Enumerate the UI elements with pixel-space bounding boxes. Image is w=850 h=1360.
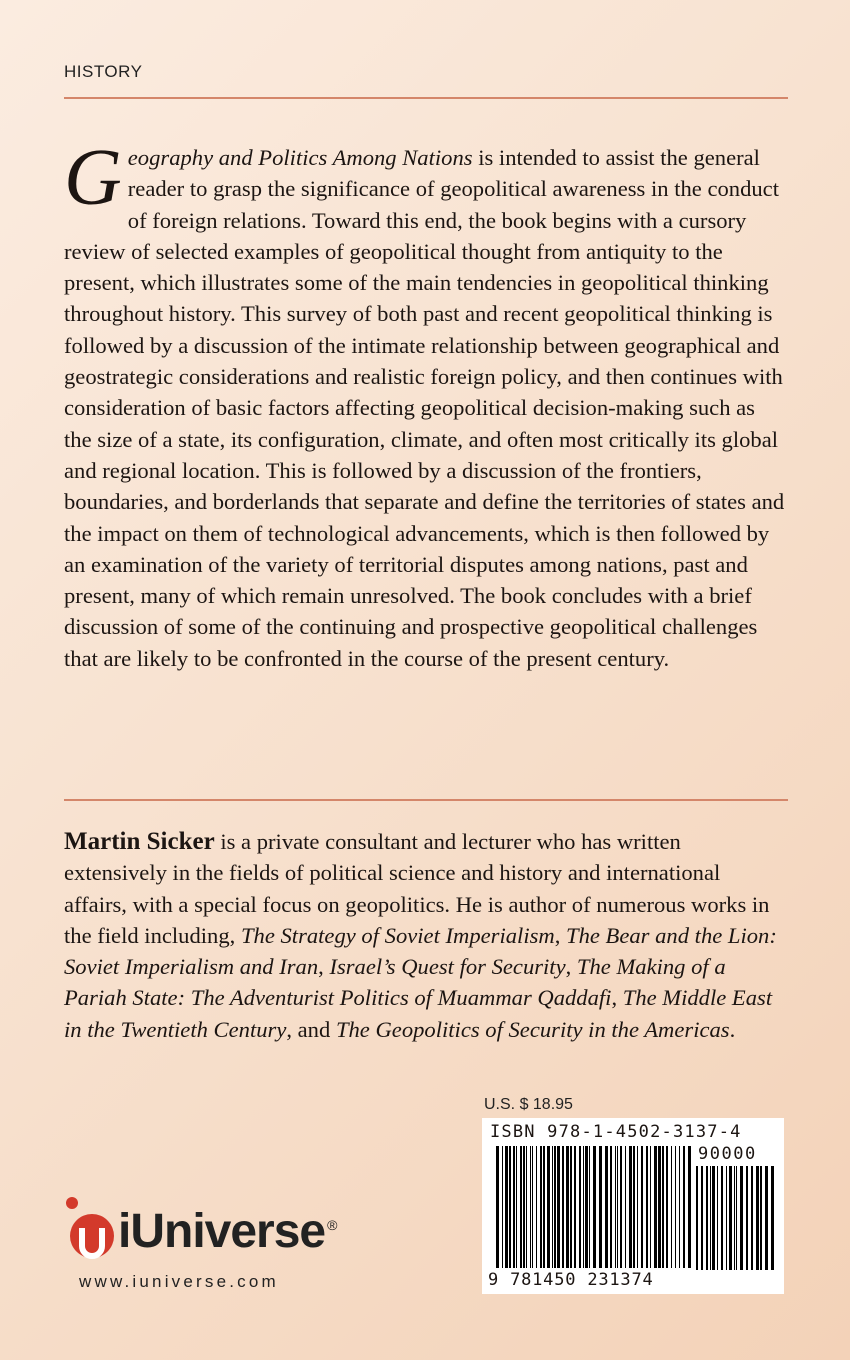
barcode-bar: [701, 1166, 703, 1270]
separator: .: [729, 1016, 736, 1042]
barcode-bar: [540, 1146, 542, 1268]
work-title: The Making of a Pariah State: The Adventurist Politics of Muammar Qaddafi: [64, 954, 726, 1011]
barcode-bar: [574, 1146, 576, 1268]
barcode-bar: [496, 1146, 499, 1268]
barcode-bar: [629, 1146, 632, 1268]
barcode-bar: [688, 1146, 691, 1268]
barcode-bar: [675, 1146, 676, 1268]
barcode-bar: [771, 1166, 774, 1270]
barcode-bar: [646, 1146, 648, 1268]
work-title: The Strategy of Soviet Imperialism: [240, 922, 555, 948]
barcode-bar: [756, 1166, 759, 1270]
middle-divider: [64, 799, 788, 801]
work-title: The Middle East in the Twentieth Century: [64, 985, 773, 1042]
barcode-bar: [516, 1146, 517, 1268]
separator: , and: [286, 1016, 336, 1042]
separator: ,: [318, 954, 330, 980]
barcode-bar: [625, 1146, 626, 1268]
separator: ,: [554, 922, 567, 948]
barcode-bar: [617, 1146, 618, 1268]
barcode-bar: [710, 1166, 711, 1270]
barcode-bar: [526, 1146, 527, 1268]
barcode-bar: [562, 1146, 564, 1268]
iuniverse-logo-icon: [62, 1194, 114, 1264]
addon-number: 90000: [698, 1144, 757, 1164]
barcode-bar: [734, 1166, 735, 1270]
barcode-bar: [721, 1166, 723, 1270]
barcode-bar: [765, 1166, 768, 1270]
barcode-bar: [641, 1146, 643, 1268]
barcode: [482, 1118, 784, 1294]
barcode-bar: [536, 1146, 537, 1268]
barcode-bar: [729, 1166, 732, 1270]
separator: ,: [611, 985, 623, 1011]
publisher-url[interactable]: www.iuniverse.com: [79, 1272, 279, 1291]
barcode-bar: [513, 1146, 515, 1268]
barcode-bars: [496, 1146, 692, 1268]
work-title: Israel’s Quest for Security: [329, 954, 566, 980]
barcode-bar: [726, 1166, 727, 1270]
barcode-bar: [610, 1146, 612, 1268]
drop-cap: G: [64, 134, 122, 222]
barcode-bar: [552, 1146, 553, 1268]
barcode-bar: [760, 1166, 762, 1270]
barcode-bar: [615, 1146, 616, 1268]
barcode-bar: [593, 1146, 596, 1268]
barcode-bar: [658, 1146, 661, 1268]
barcode-bar: [532, 1146, 533, 1268]
barcode-bar: [671, 1146, 672, 1268]
barcode-bar: [554, 1146, 556, 1268]
barcode-bar: [557, 1146, 560, 1268]
barcode-bar: [570, 1146, 572, 1268]
author-bio: [64, 826, 788, 1045]
barcode-bar: [662, 1146, 664, 1268]
barcode-bar: [583, 1146, 584, 1268]
category-label: HISTORY: [64, 62, 143, 81]
barcode-bar: [746, 1166, 748, 1270]
barcode-bar: [543, 1146, 545, 1268]
barcode-bar: [585, 1146, 588, 1268]
barcode-bar: [666, 1146, 668, 1268]
barcode-bar: [523, 1146, 525, 1268]
barcode-bar: [650, 1146, 651, 1268]
publisher-name: iUniverse: [118, 1205, 326, 1258]
book-title: eography and Politics Among Nations: [127, 145, 473, 170]
barcode-bar: [509, 1146, 511, 1268]
barcode-bar: [520, 1146, 522, 1268]
barcode-bar: [751, 1166, 753, 1270]
barcode-bar: [579, 1146, 581, 1268]
barcode-bar: [530, 1146, 531, 1268]
top-divider: [64, 97, 788, 99]
barcode-digits: 9 781450 231374: [488, 1270, 654, 1290]
barcode-bar: [740, 1166, 743, 1270]
barcode-bar: [696, 1166, 698, 1270]
barcode-bar: [605, 1146, 608, 1268]
separator: ,: [565, 954, 577, 980]
barcode-bar: [736, 1166, 737, 1270]
publisher-logo: [118, 1204, 336, 1259]
barcode-bar: [547, 1146, 550, 1268]
barcode-bar: [717, 1166, 718, 1270]
barcode-bar: [637, 1146, 638, 1268]
barcode-bar: [502, 1146, 503, 1268]
barcode-bar: [505, 1146, 508, 1268]
description-text: is intended to assist the general reader to grasp the significance of geopolitical awareness in the conduct of foreign relations. Toward this end, the book begins with a cursory review of selected examples of geopolitical thought from antiquity to the present, which illustrates some of the main tendencies in geopolitical thinking throughout history. This survey of both past and recent geopolitical thinking is followed by a discussion of the intimate relationship between geographical and geostrategic considerations and realistic foreign policy, and then continues with consideration of basic factors affecting geopolitical decision-making such as the size of a state, its configuration, climate, and often most critically its global and regional location. This is followed by a discussion of the frontiers, boundaries, and borderlands that separate and define the territories of states and the impact on them of technological advancements, which is then followed by an examination of the variety of territorial disputes among nations, past and present, many of which remain unresolved. The book concludes with a brief discussion of some of the continuing and prospective geopolitical challenges that are likely to be confronted in the course of the present century.: [64, 145, 785, 671]
addon-barcode-bars: [696, 1166, 778, 1270]
book-description: [64, 134, 788, 674]
barcode-bar: [589, 1146, 590, 1268]
work-title: The Bear and the Lion: Soviet Imperialism and Iran: [64, 922, 777, 980]
author-name: Martin Sicker: [64, 828, 215, 855]
isbn-label: ISBN 978-1-4502-3137-4: [490, 1122, 742, 1142]
barcode-bar: [620, 1146, 622, 1268]
bio-text: is a private consultant and lecturer who has written extensively in the fields of political science and history and international affairs, with a special focus on geopolitics. He is author of numerous works in the field including,: [64, 829, 770, 948]
barcode-bar: [566, 1146, 569, 1268]
barcode-bar: [683, 1146, 685, 1268]
price: U.S. $ 18.95: [484, 1096, 573, 1113]
registered-mark: ®: [327, 1217, 337, 1233]
barcode-bar: [706, 1166, 708, 1270]
barcode-bar: [599, 1146, 602, 1268]
barcode-bar: [712, 1166, 715, 1270]
barcode-bar: [633, 1146, 635, 1268]
barcode-bar: [679, 1146, 680, 1268]
work-title: The Geopolitics of Security in the Americas: [335, 1016, 730, 1042]
barcode-bar: [654, 1146, 657, 1268]
